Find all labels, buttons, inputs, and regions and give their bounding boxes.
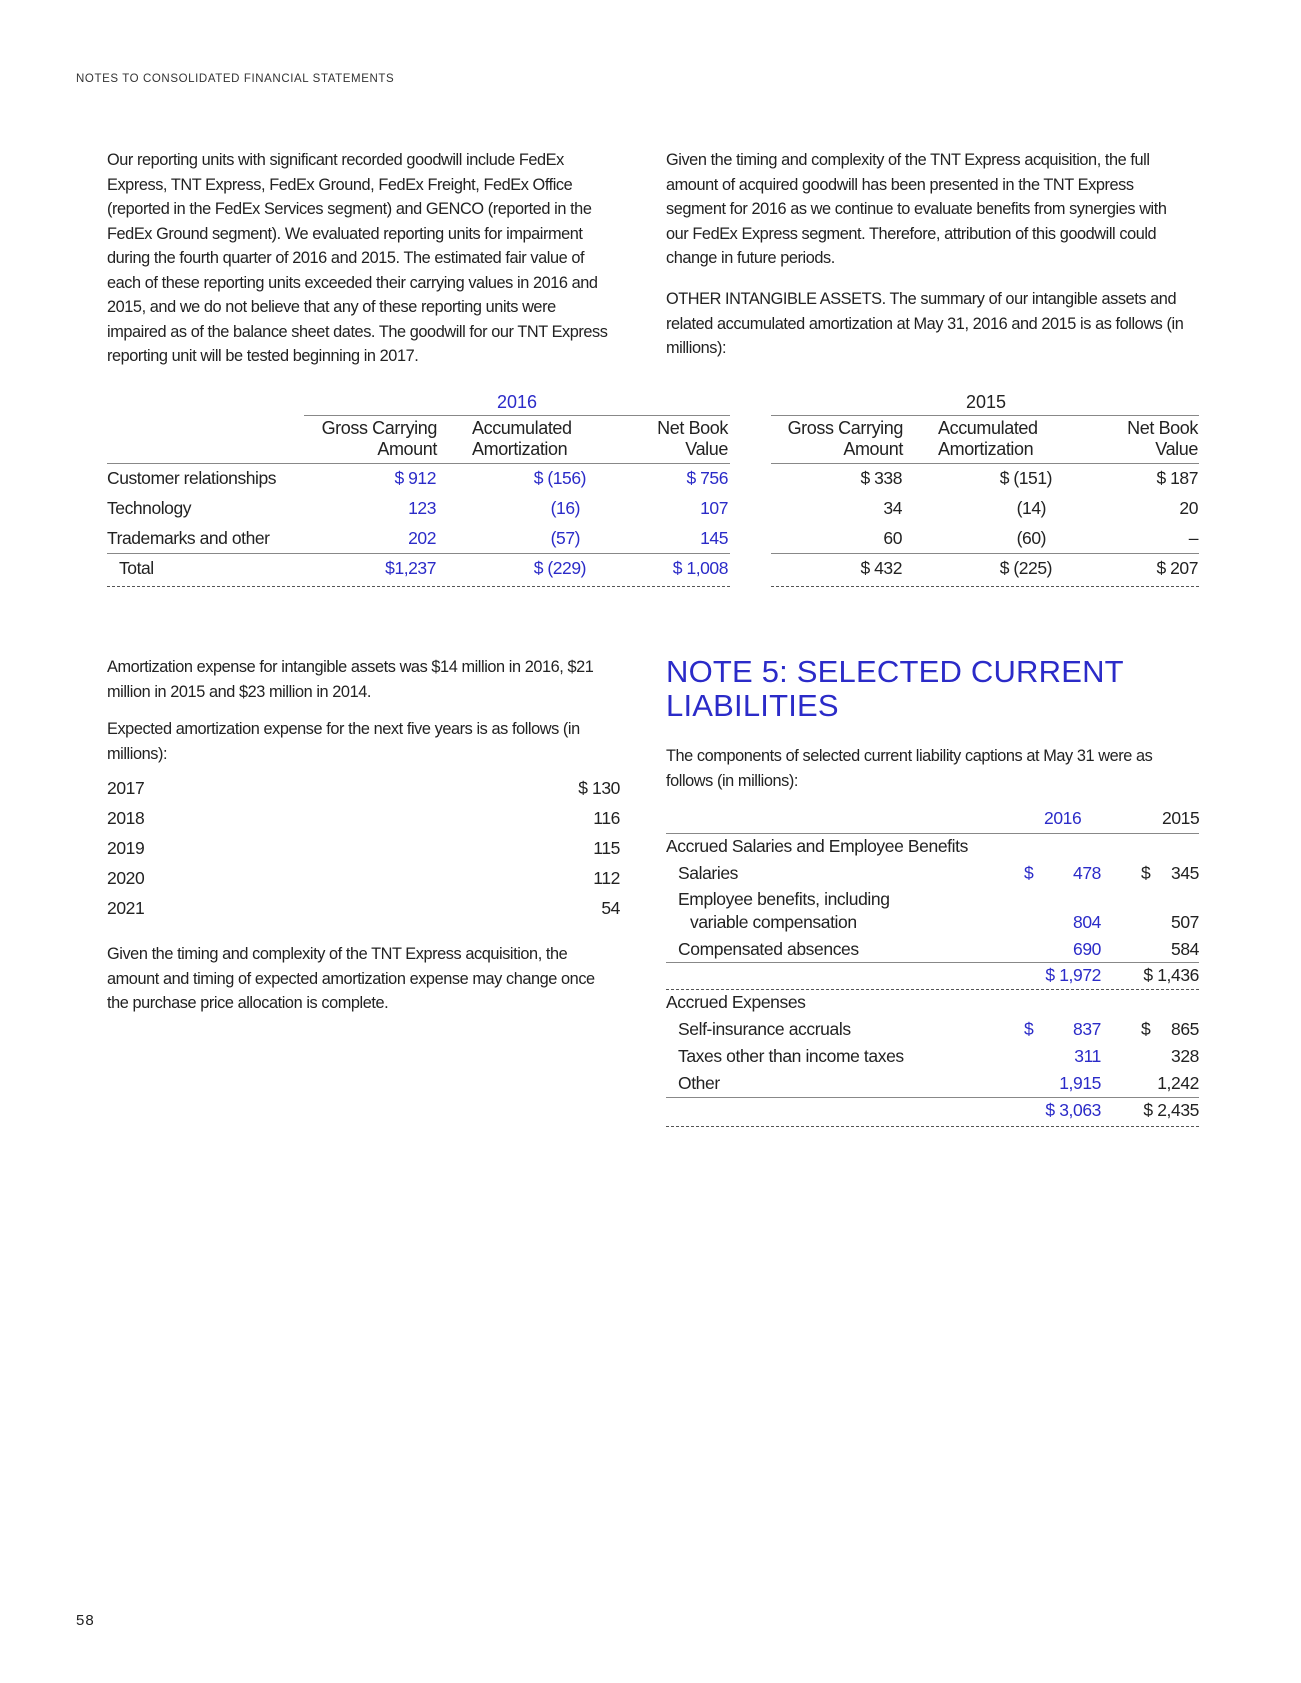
selfins-currency-2015: $ bbox=[1141, 1019, 1151, 1039]
selfins-label: Self-insurance accruals bbox=[678, 1019, 851, 1039]
gross-2016: $1,237 bbox=[385, 558, 436, 578]
net-2015: $ 207 bbox=[1156, 558, 1198, 578]
row-label: Customer relationships bbox=[107, 468, 277, 488]
other-2015: 1,242 bbox=[1157, 1073, 1199, 1093]
note-5-title: NOTE 5: SELECTED CURRENT LIABILITIES bbox=[666, 654, 1124, 723]
subtotal-expenses-2015: $ 2,435 bbox=[1143, 1100, 1199, 1120]
net-2015: $ 187 bbox=[1156, 468, 1198, 488]
other-2016: 1,915 bbox=[1059, 1073, 1101, 1093]
total-double-rule-left bbox=[107, 586, 730, 587]
accumulated-amortization-header-2016: Accumulated Amortization bbox=[472, 418, 572, 459]
tnt-goodwill-paragraph: Given the timing and complexity of the TNT Express acquisition, the full amount of acquired goodwill has been presented in the TNT Express segment for 2016 as we continue to evaluate benefits from synergies with our FedEx Express segment. Therefore, attribution of this goodwill could change in future periods. bbox=[666, 150, 1167, 267]
schedule-year: 2020 bbox=[107, 868, 145, 888]
benefits-label-line2: variable compensation bbox=[690, 912, 857, 932]
subtotal1-rule bbox=[666, 962, 1199, 963]
subtotal1-dash-rule bbox=[666, 989, 1199, 990]
benefits-label-line1: Employee benefits, including bbox=[678, 889, 890, 909]
year-2015-rule bbox=[771, 415, 1199, 416]
net-2016: $ 1,008 bbox=[672, 558, 728, 578]
schedule-value: 116 bbox=[593, 808, 620, 828]
table-row bbox=[0, 498, 1301, 526]
purchase-price-paragraph: Given the timing and complexity of the TNT Express acquisition, the amount and timing of expected amortization expense may change once the purchase price allocation is complete. bbox=[107, 944, 595, 1012]
year-2016-header: 2016 bbox=[497, 392, 538, 412]
note-5-intro: The components of selected current liability captions at May 31 were as follows (in millions): bbox=[666, 746, 1153, 790]
subtotal-salaries-2015: $ 1,436 bbox=[1143, 965, 1199, 985]
net-2016: 145 bbox=[700, 528, 728, 548]
salaries-2015: 345 bbox=[1171, 863, 1199, 883]
expected-amortization-paragraph: Expected amortization expense for the next five years is as follows (in millions): bbox=[107, 719, 580, 763]
header-rule bbox=[666, 833, 1199, 834]
row-label: Total bbox=[119, 558, 154, 578]
net-2015: 20 bbox=[1179, 498, 1198, 518]
gross-2015: 60 bbox=[883, 528, 902, 548]
accum-2016: (57) bbox=[550, 528, 580, 548]
accum-2015: (60) bbox=[1016, 528, 1046, 548]
taxes-label: Taxes other than income taxes bbox=[678, 1046, 904, 1066]
schedule-year: 2019 bbox=[107, 838, 145, 858]
gross-2015: $ 338 bbox=[860, 468, 902, 488]
absences-label: Compensated absences bbox=[678, 939, 859, 959]
header-rule-right bbox=[771, 463, 1199, 464]
accum-2016: $ (156) bbox=[533, 468, 586, 488]
subtotal2-dash-rule bbox=[666, 1126, 1199, 1127]
row-label: Trademarks and other bbox=[107, 528, 270, 548]
section-accrued-salaries: Accrued Salaries and Employee Benefits bbox=[666, 836, 968, 856]
accum-2016: $ (229) bbox=[533, 558, 586, 578]
selfins-2015: 865 bbox=[1171, 1019, 1199, 1039]
benefits-2015: 507 bbox=[1171, 912, 1199, 932]
salaries-currency-2016: $ bbox=[1024, 863, 1034, 883]
year-2016-rule bbox=[304, 415, 730, 416]
subtotal-salaries-2016: $ 1,972 bbox=[1045, 965, 1101, 985]
goodwill-paragraph: Our reporting units with significant recorded goodwill include FedEx Express, TNT Express, FedEx Ground, FedEx Freight, FedEx Office (reported in the FedEx Services segment) and GENCO (reported in the FedEx Ground segment). We evaluated reporting units for impairment during the fourth quarter of 2016 and 2015. The estimated fair value of each of these reporting units exceeded their carrying values in 2016 and 2015, and we do not believe that any of these reporting units were impaired as of the balance sheet dates. The goodwill for our TNT Express reporting unit will be tested beginning in 2017. bbox=[107, 150, 608, 365]
subtotal-expenses-2016: $ 3,063 bbox=[1045, 1100, 1101, 1120]
absences-2016: 690 bbox=[1073, 939, 1101, 959]
net-2016: 107 bbox=[700, 498, 728, 518]
selfins-2016: 837 bbox=[1073, 1019, 1101, 1039]
gross-carrying-header-2015: Gross Carrying Amount bbox=[787, 418, 903, 459]
schedule-year: 2017 bbox=[107, 778, 145, 798]
current-liabilities-table bbox=[666, 800, 1199, 1140]
net-book-header-2016: Net Book Value bbox=[657, 418, 728, 459]
header-rule-left bbox=[107, 463, 730, 464]
page-number: 58 bbox=[76, 1612, 95, 1629]
gross-2016: $ 912 bbox=[394, 468, 436, 488]
net-book-header-2015: Net Book Value bbox=[1127, 418, 1198, 459]
schedule-value: $ 130 bbox=[578, 778, 620, 798]
taxes-2015: 328 bbox=[1171, 1046, 1199, 1066]
total-rule-left bbox=[107, 553, 730, 554]
accum-2015: $ (225) bbox=[999, 558, 1052, 578]
year-2015-header: 2015 bbox=[966, 392, 1007, 412]
amortization-expense-paragraph: Amortization expense for intangible assets was $14 million in 2016, $21 million in 2015 and $23 million in 2014. bbox=[107, 657, 594, 701]
table-row-total bbox=[0, 558, 1301, 586]
selfins-currency-2016: $ bbox=[1024, 1019, 1034, 1039]
salaries-label: Salaries bbox=[678, 863, 739, 883]
absences-2015: 584 bbox=[1171, 939, 1199, 959]
accumulated-amortization-header-2015: Accumulated Amortization bbox=[938, 418, 1038, 459]
schedule-year: 2018 bbox=[107, 808, 145, 828]
gross-2016: 123 bbox=[408, 498, 436, 518]
gross-2015: 34 bbox=[883, 498, 902, 518]
running-header: NOTES TO CONSOLIDATED FINANCIAL STATEMENTS bbox=[76, 73, 395, 85]
net-2015: – bbox=[1188, 528, 1198, 548]
taxes-2016: 311 bbox=[1074, 1046, 1101, 1066]
salaries-currency-2015: $ bbox=[1141, 863, 1151, 883]
gross-2016: 202 bbox=[408, 528, 436, 548]
gross-2015: $ 432 bbox=[860, 558, 902, 578]
schedule-value: 112 bbox=[593, 868, 620, 888]
accum-2015: (14) bbox=[1016, 498, 1046, 518]
col-2016-header: 2016 bbox=[1044, 808, 1082, 828]
schedule-value: 54 bbox=[601, 898, 620, 918]
intangible-assets-paragraph: OTHER INTANGIBLE ASSETS. The summary of our intangible assets and related accumulated amortization at May 31, 2016 and 2015 is as follows (in millions): bbox=[666, 289, 1184, 357]
row-label: Technology bbox=[107, 498, 192, 518]
schedule-value: 115 bbox=[593, 838, 620, 858]
accum-2016: (16) bbox=[550, 498, 580, 518]
table-row bbox=[0, 468, 1301, 496]
col-2015-header: 2015 bbox=[1162, 808, 1200, 828]
net-2016: $ 756 bbox=[686, 468, 728, 488]
subtotal2-rule bbox=[666, 1097, 1199, 1098]
salaries-2016: 478 bbox=[1073, 863, 1101, 883]
total-rule-right bbox=[771, 553, 1199, 554]
section-accrued-expenses: Accrued Expenses bbox=[666, 992, 806, 1012]
benefits-2016: 804 bbox=[1073, 912, 1101, 932]
accum-2015: $ (151) bbox=[999, 468, 1052, 488]
gross-carrying-header-2016: Gross Carrying Amount bbox=[321, 418, 437, 459]
amortization-schedule bbox=[107, 778, 620, 928]
other-label: Other bbox=[678, 1073, 720, 1093]
total-double-rule-right bbox=[771, 586, 1199, 587]
schedule-year: 2021 bbox=[107, 898, 145, 918]
table-row bbox=[0, 528, 1301, 556]
